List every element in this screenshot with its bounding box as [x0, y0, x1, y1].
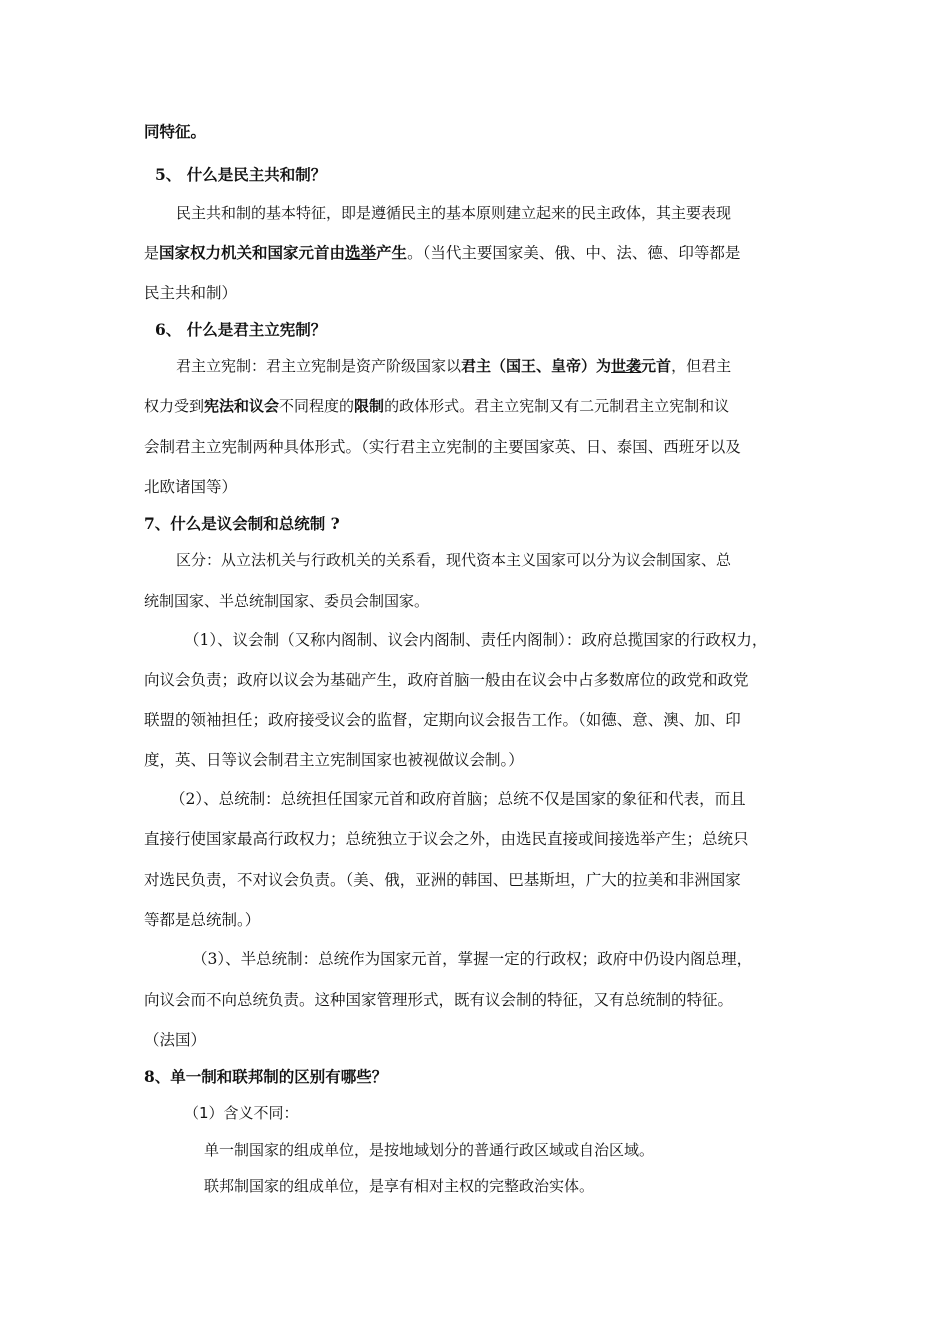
presidential-line-4: 等都是总统制。） [144, 911, 261, 929]
paragraph-8-line-1: 单一制国家的组成单位，是按地域划分的普通行政区域或自治区域。 [204, 1141, 655, 1159]
question-5-heading [155, 165, 326, 185]
presidential-line-2: 直接行使国家最高行政权力；总统独立于议会之外，由选民直接或间接选举产生；总统只 [144, 830, 749, 848]
question-6-title: 什么是君主立宪制？ [186, 320, 327, 339]
semi-presidential-line-3: （法国） [144, 1031, 207, 1049]
paragraph-5-line-2: 是国家权力机关和国家元首由选举产生。（当代主要国家美、俄、中、法、德、印等都是 [144, 243, 741, 262]
parliamentary-line-1: （1）、议会制（又称内阁制、议会内阁制、责任内阁制）：政府总揽国家的行政权力， [184, 631, 768, 649]
presidential-line-1: （2）、总统制：总统担任国家元首和政府首脑；总统不仅是国家的象征和代表，而且 [170, 790, 746, 808]
paragraph-5-line-1: 民主共和制的基本特征，即是遵循民主的基本原则建立起来的民主政体，其主要表现 [176, 204, 732, 222]
paragraph-6-line-1: 君主立宪制：君主立宪制是资产阶级国家以君主（国王、皇帝）为世袭元首，但君主 [176, 357, 732, 375]
paragraph-8-subheading: （1）含义不同： [184, 1104, 299, 1122]
question-6-number: 6、 [155, 320, 182, 339]
paragraph-6-line-3: 会制君主立宪制两种具体形式。（实行君主立宪制的主要国家英、日、泰国、西班牙以及 [144, 438, 741, 456]
parliamentary-line-3: 联盟的领袖担任；政府接受议会的监督，定期向议会报告工作。（如德、意、澳、加、印 [144, 711, 741, 729]
question-6-heading [155, 320, 326, 340]
paragraph-6-line-2: 权力受到宪法和议会不同程度的限制的政体形式。君主立宪制又有二元制君主立宪制和议 [144, 397, 730, 415]
parliamentary-line-4: 度，英、日等议会制君主立宪制国家也被视做议会制。） [144, 751, 524, 769]
paragraph-7-line-2: 统制国家、半总统制国家、委员会制国家。 [144, 592, 430, 610]
presidential-line-3: 对选民负责，不对议会负责。（美、俄，亚洲的韩国、巴基斯坦，广大的拉美和非洲国家 [144, 871, 741, 889]
semi-presidential-line-1: （3）、半总统制：总统作为国家元首，掌握一定的行政权；政府中仍设内阁总理， [192, 950, 753, 968]
question-7-heading: 7、什么是议会制和总统制 ? [144, 514, 340, 533]
section-4-tail: 同特征。 [144, 122, 207, 141]
question-5-number: 5、 [155, 165, 182, 184]
question-8-heading: 8、单一制和联邦制的区别有哪些？ [144, 1067, 388, 1086]
question-5-title: 什么是民主共和制？ [186, 165, 327, 184]
paragraph-7-line-1: 区分：从立法机关与行政机关的关系看，现代资本主义国家可以分为议会制国家、总 [176, 551, 732, 569]
paragraph-5-line-3: 民主共和制） [144, 284, 238, 302]
semi-presidential-line-2: 向议会而不向总统负责。这种国家管理形式，既有议会制的特征，又有总统制的特征。 [144, 991, 734, 1009]
paragraph-8-line-2: 联邦制国家的组成单位，是享有相对主权的完整政治实体。 [204, 1177, 595, 1195]
paragraph-6-line-4: 北欧诸国等） [144, 478, 238, 496]
parliamentary-line-2: 向议会负责；政府以议会为基础产生，政府首脑一般由在议会中占多数席位的政党和政党 [144, 671, 749, 689]
